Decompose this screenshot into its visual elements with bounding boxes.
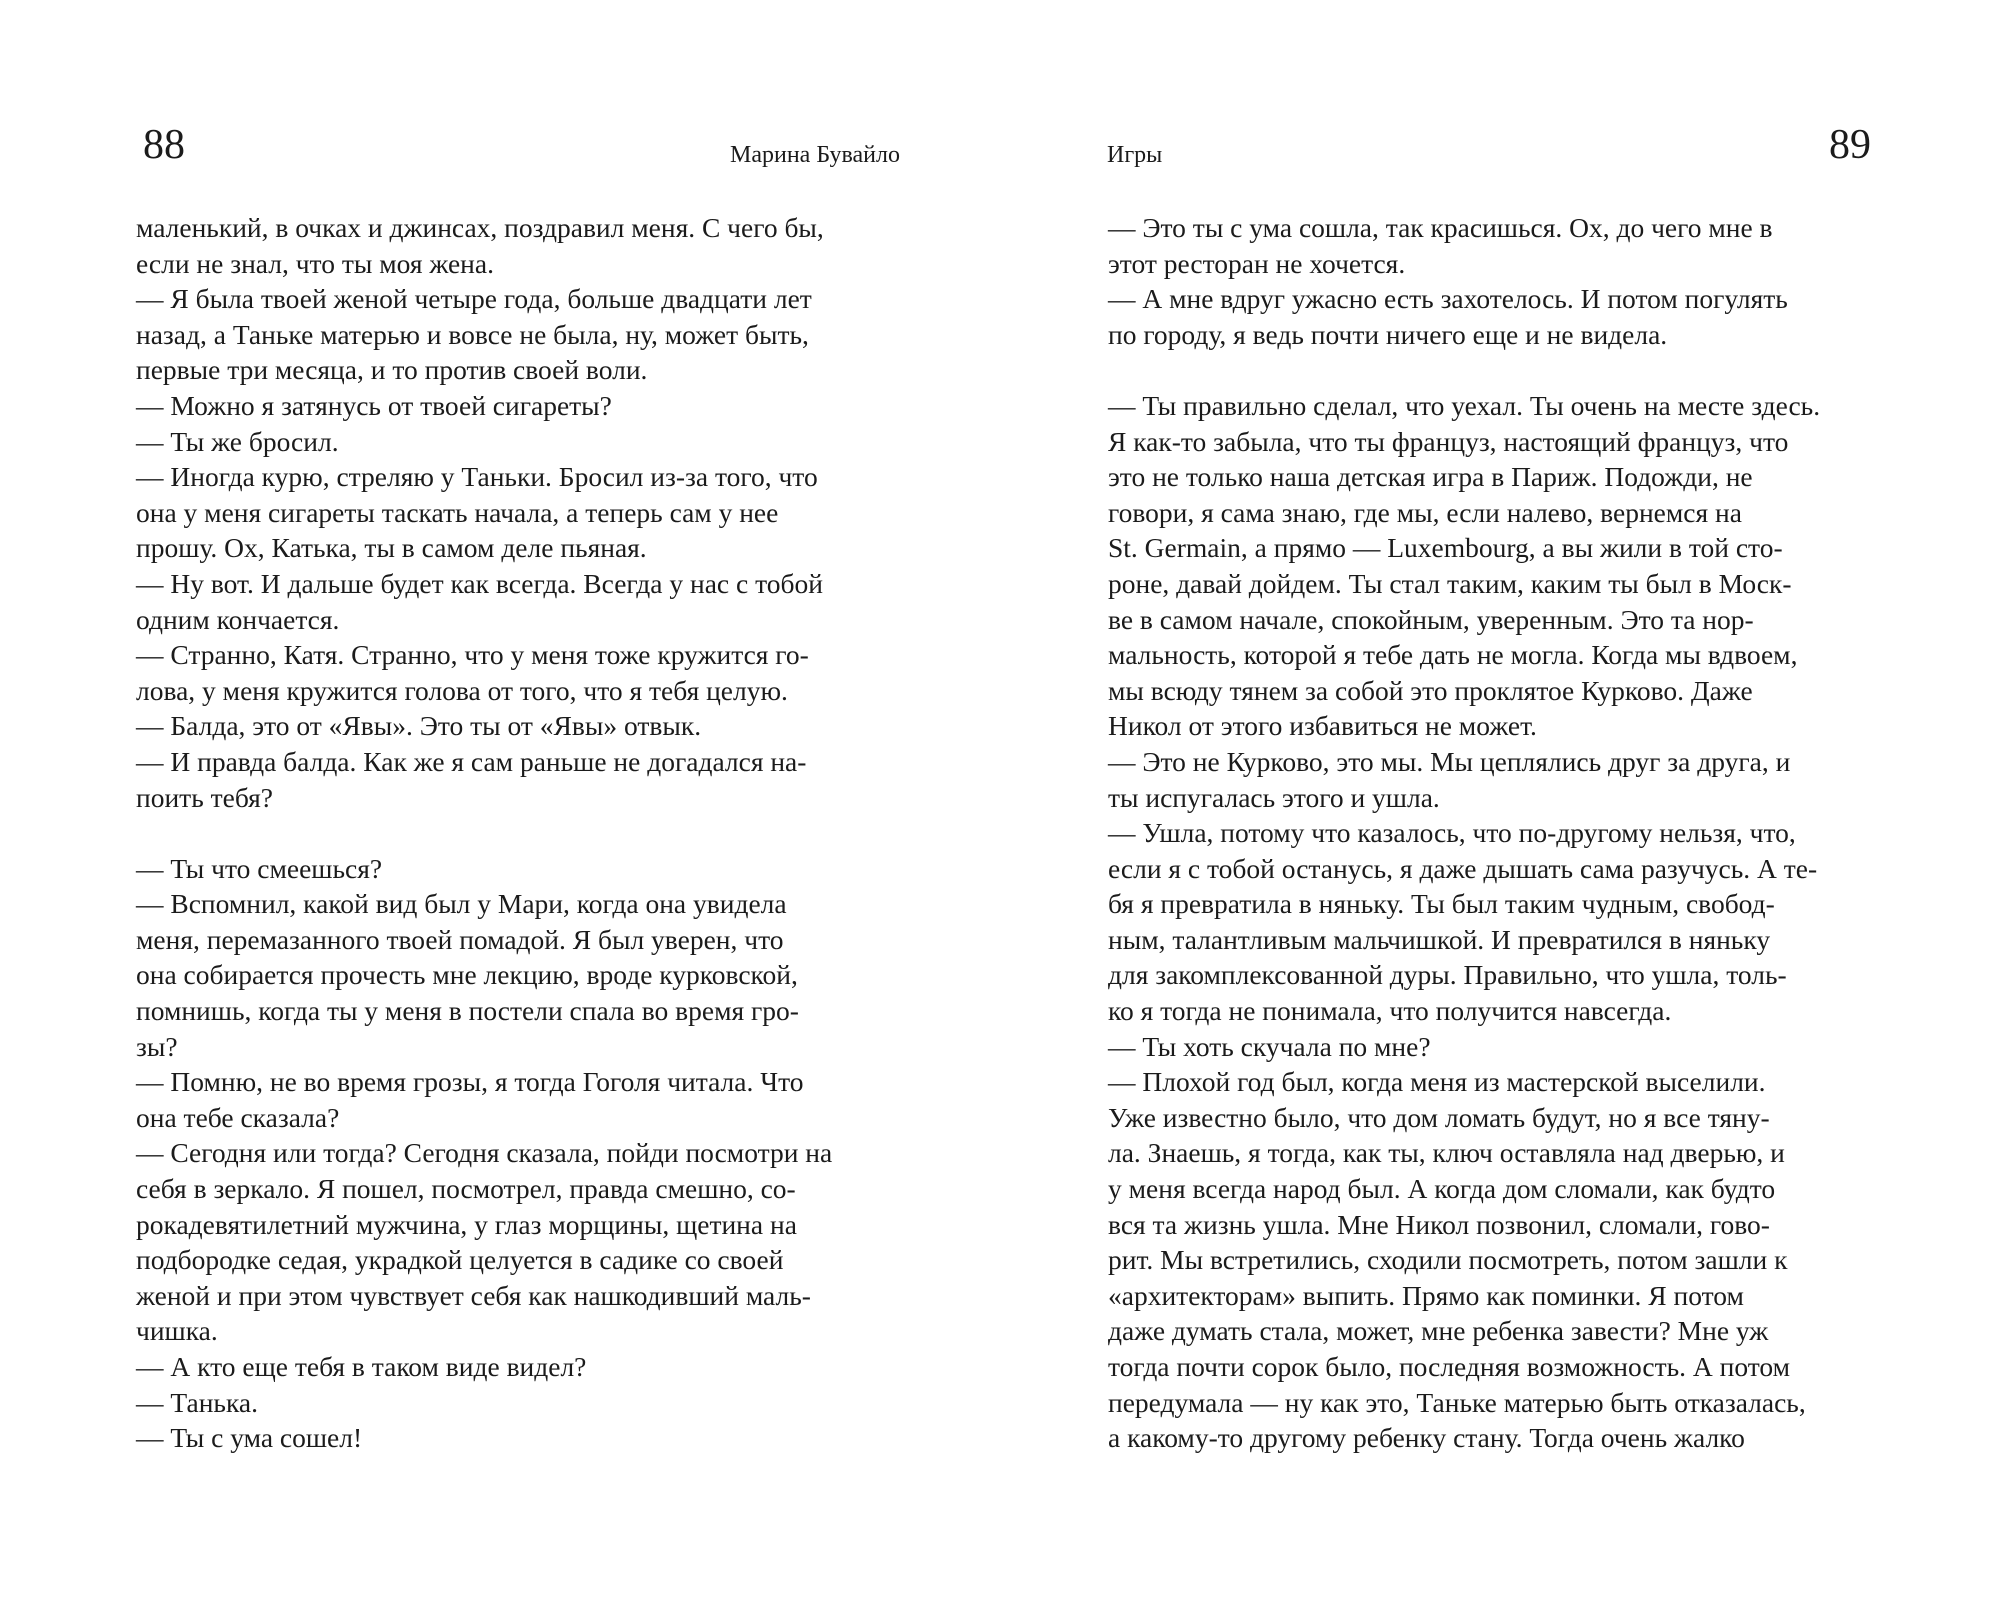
text-line: назад, а Таньке матерью и вовсе не была, ну, может быть, — [136, 318, 809, 350]
text-line: — Плохой год был, когда меня из мастерской выселили. — [1108, 1066, 1766, 1098]
page-number: 88 — [143, 122, 185, 168]
page-text — [136, 210, 896, 1456]
text-line: мы всюду тянем за собой это проклятое Курково. Даже — [1108, 674, 1753, 706]
text-line: — А мне вдруг ужасно есть захотелось. И потом погулять — [1108, 283, 1788, 315]
page-text — [1108, 210, 1868, 1456]
paragraph-gap — [136, 815, 896, 851]
text-line: себя в зеркало. Я пошел, посмотрел, правда смешно, со- — [136, 1173, 796, 1205]
page-number: 89 — [1829, 122, 1871, 168]
text-line: она тебе сказала? — [136, 1101, 340, 1133]
text-line: — Вспомнил, какой вид был у Мари, когда она увидела — [136, 888, 787, 920]
text-line: — А кто еще тебя в таком виде видел? — [136, 1351, 587, 1382]
text-line: этот ресторан не хочется. — [1108, 247, 1406, 279]
text-line: — И правда балда. Как же я сам раньше не догадался на- — [136, 745, 807, 777]
text-line: это не только наша детская игра в Париж. Подожди, не — [1108, 461, 1753, 493]
text-line: если не знал, что ты моя жена. — [136, 247, 494, 279]
text-line: прошу. Ох, Катька, ты в самом деле пьяная. — [136, 532, 647, 564]
text-line: одним кончается. — [136, 603, 340, 635]
text-line: тогда почти сорок было, последняя возможность. А потом — [1108, 1351, 1791, 1382]
text-line: а какому-то другому ребенку стану. Тогда очень жалко — [1108, 1422, 1745, 1454]
text-line: рокадевятилетний мужчина, у глаз морщины, щетина на — [136, 1208, 797, 1240]
text-line: вся та жизнь ушла. Мне Никол позвонил, сломали, гово- — [1108, 1208, 1770, 1240]
text-line: — Ушла, потому что казалось, что по-другому нельзя, что, — [1108, 817, 1796, 849]
text-line: даже думать стала, может, мне ребенка завести? Мне уж — [1108, 1315, 1769, 1347]
text-line: «архитекторам» выпить. Прямо как поминки. Я потом — [1108, 1279, 1744, 1311]
text-line: меня, перемазанного твоей помадой. Я был уверен, что — [136, 923, 784, 955]
text-line: — Иногда курю, стреляю у Таньки. Бросил из-за того, что — [136, 461, 818, 493]
text-line: роне, давай дойдем. Ты стал таким, каким ты был в Моск- — [1108, 567, 1792, 599]
running-head-author: Марина Бувайло — [730, 142, 901, 168]
text-line: мальность, которой я тебе дать не могла. Когда мы вдвоем, — [1108, 639, 1798, 671]
text-line: — Танька. — [136, 1386, 258, 1418]
text-line: — Ты хоть скучала по мне? — [1108, 1030, 1431, 1062]
right-page — [1000, 0, 2000, 1620]
text-line: передумала — ну как это, Таньке матерью быть отказалась, — [1108, 1386, 1806, 1418]
text-line: St. Germain, а прямо — Luxembourg, а вы жили в той сто- — [1108, 532, 1783, 564]
text-line: Уже известно было, что дом ломать будут, но я все тяну- — [1108, 1101, 1770, 1133]
text-line: у меня всегда народ был. А когда дом сломали, как будто — [1108, 1173, 1776, 1205]
text-line: помнишь, когда ты у меня в постели спала во время гро- — [136, 995, 799, 1027]
text-line: она у меня сигареты таскать начала, а теперь сам у нее — [136, 496, 779, 528]
text-line: по городу, я ведь почти ничего еще и не видела. — [1108, 318, 1668, 350]
text-line: ным, талантливым мальчишкой. И превратился в няньку — [1108, 923, 1771, 955]
text-line: — Странно, Катя. Странно, что у меня тоже кружится го- — [136, 639, 809, 671]
text-line: ко я тогда не понимала, что получится навсегда. — [1108, 995, 1672, 1027]
text-line: маленький, в очках и джинсах, поздравил меня. С чего бы, — [136, 212, 824, 243]
text-line: — Балда, это от «Явы». Это ты от «Явы» отвык. — [136, 710, 702, 742]
text-line: — Ты что смеешься? — [136, 852, 383, 884]
running-head-title: Игры — [1107, 142, 1163, 168]
text-line: если я с тобой останусь, я даже дышать сама разучусь. А те- — [1108, 852, 1818, 884]
text-line: — Помню, не во время грозы, я тогда Гоголя читала. Что — [136, 1066, 804, 1098]
text-line: лова, у меня кружится голова от того, что я тебя целую. — [136, 674, 788, 706]
text-line: ты испугалась этого и ушла. — [1108, 781, 1440, 813]
text-line: — Я была твоей женой четыре года, больше двадцати лет — [136, 283, 812, 315]
text-line: ве в самом начале, спокойным, уверенным. Это та нор- — [1108, 603, 1754, 635]
text-line: — Это не Курково, это мы. Мы цеплялись друг за друга, и — [1108, 745, 1791, 777]
text-line: рит. Мы встретились, сходили посмотреть, потом зашли к — [1108, 1244, 1788, 1276]
text-line: чишка. — [136, 1315, 218, 1347]
text-line: первые три месяца, и то против своей воли. — [136, 354, 648, 386]
text-line: — Ты с ума сошел! — [136, 1422, 363, 1454]
paragraph-gap — [1108, 352, 1868, 388]
text-line: подбородке седая, украдкой целуется в садике со своей — [136, 1244, 784, 1276]
text-line: поить тебя? — [136, 781, 274, 813]
text-line: — Сегодня или тогда? Сегодня сказала, пойди посмотри на — [136, 1137, 833, 1169]
text-line: бя я превратила в няньку. Ты был таким чудным, свобод- — [1108, 888, 1775, 920]
text-line: Я как-то забыла, что ты француз, настоящий француз, что — [1108, 425, 1789, 457]
text-line: — Можно я затянусь от твоей сигареты? — [136, 389, 612, 421]
text-line: — Ну вот. И дальше будет как всегда. Всегда у нас с тобой — [136, 567, 823, 599]
text-line: — Ты же бросил. — [136, 425, 339, 457]
text-line: зы? — [136, 1030, 178, 1062]
text-line: говори, я сама знаю, где мы, если налево, вернемся на — [1108, 496, 1742, 528]
text-line: для закомплексованной дуры. Правильно, что ушла, толь- — [1108, 959, 1787, 991]
text-line: — Ты правильно сделал, что уехал. Ты очень на месте здесь. — [1108, 389, 1821, 421]
text-line: Никол от этого избавиться не может. — [1108, 710, 1537, 742]
text-line: — Это ты с ума сошла, так красишься. Ох, до чего мне в — [1108, 212, 1773, 243]
text-line: ла. Знаешь, я тогда, как ты, ключ оставляла над дверью, и — [1108, 1137, 1785, 1169]
text-line: она собирается прочесть мне лекцию, вроде курковской, — [136, 959, 798, 991]
text-line: женой и при этом чувствует себя как нашкодивший маль- — [136, 1279, 811, 1311]
